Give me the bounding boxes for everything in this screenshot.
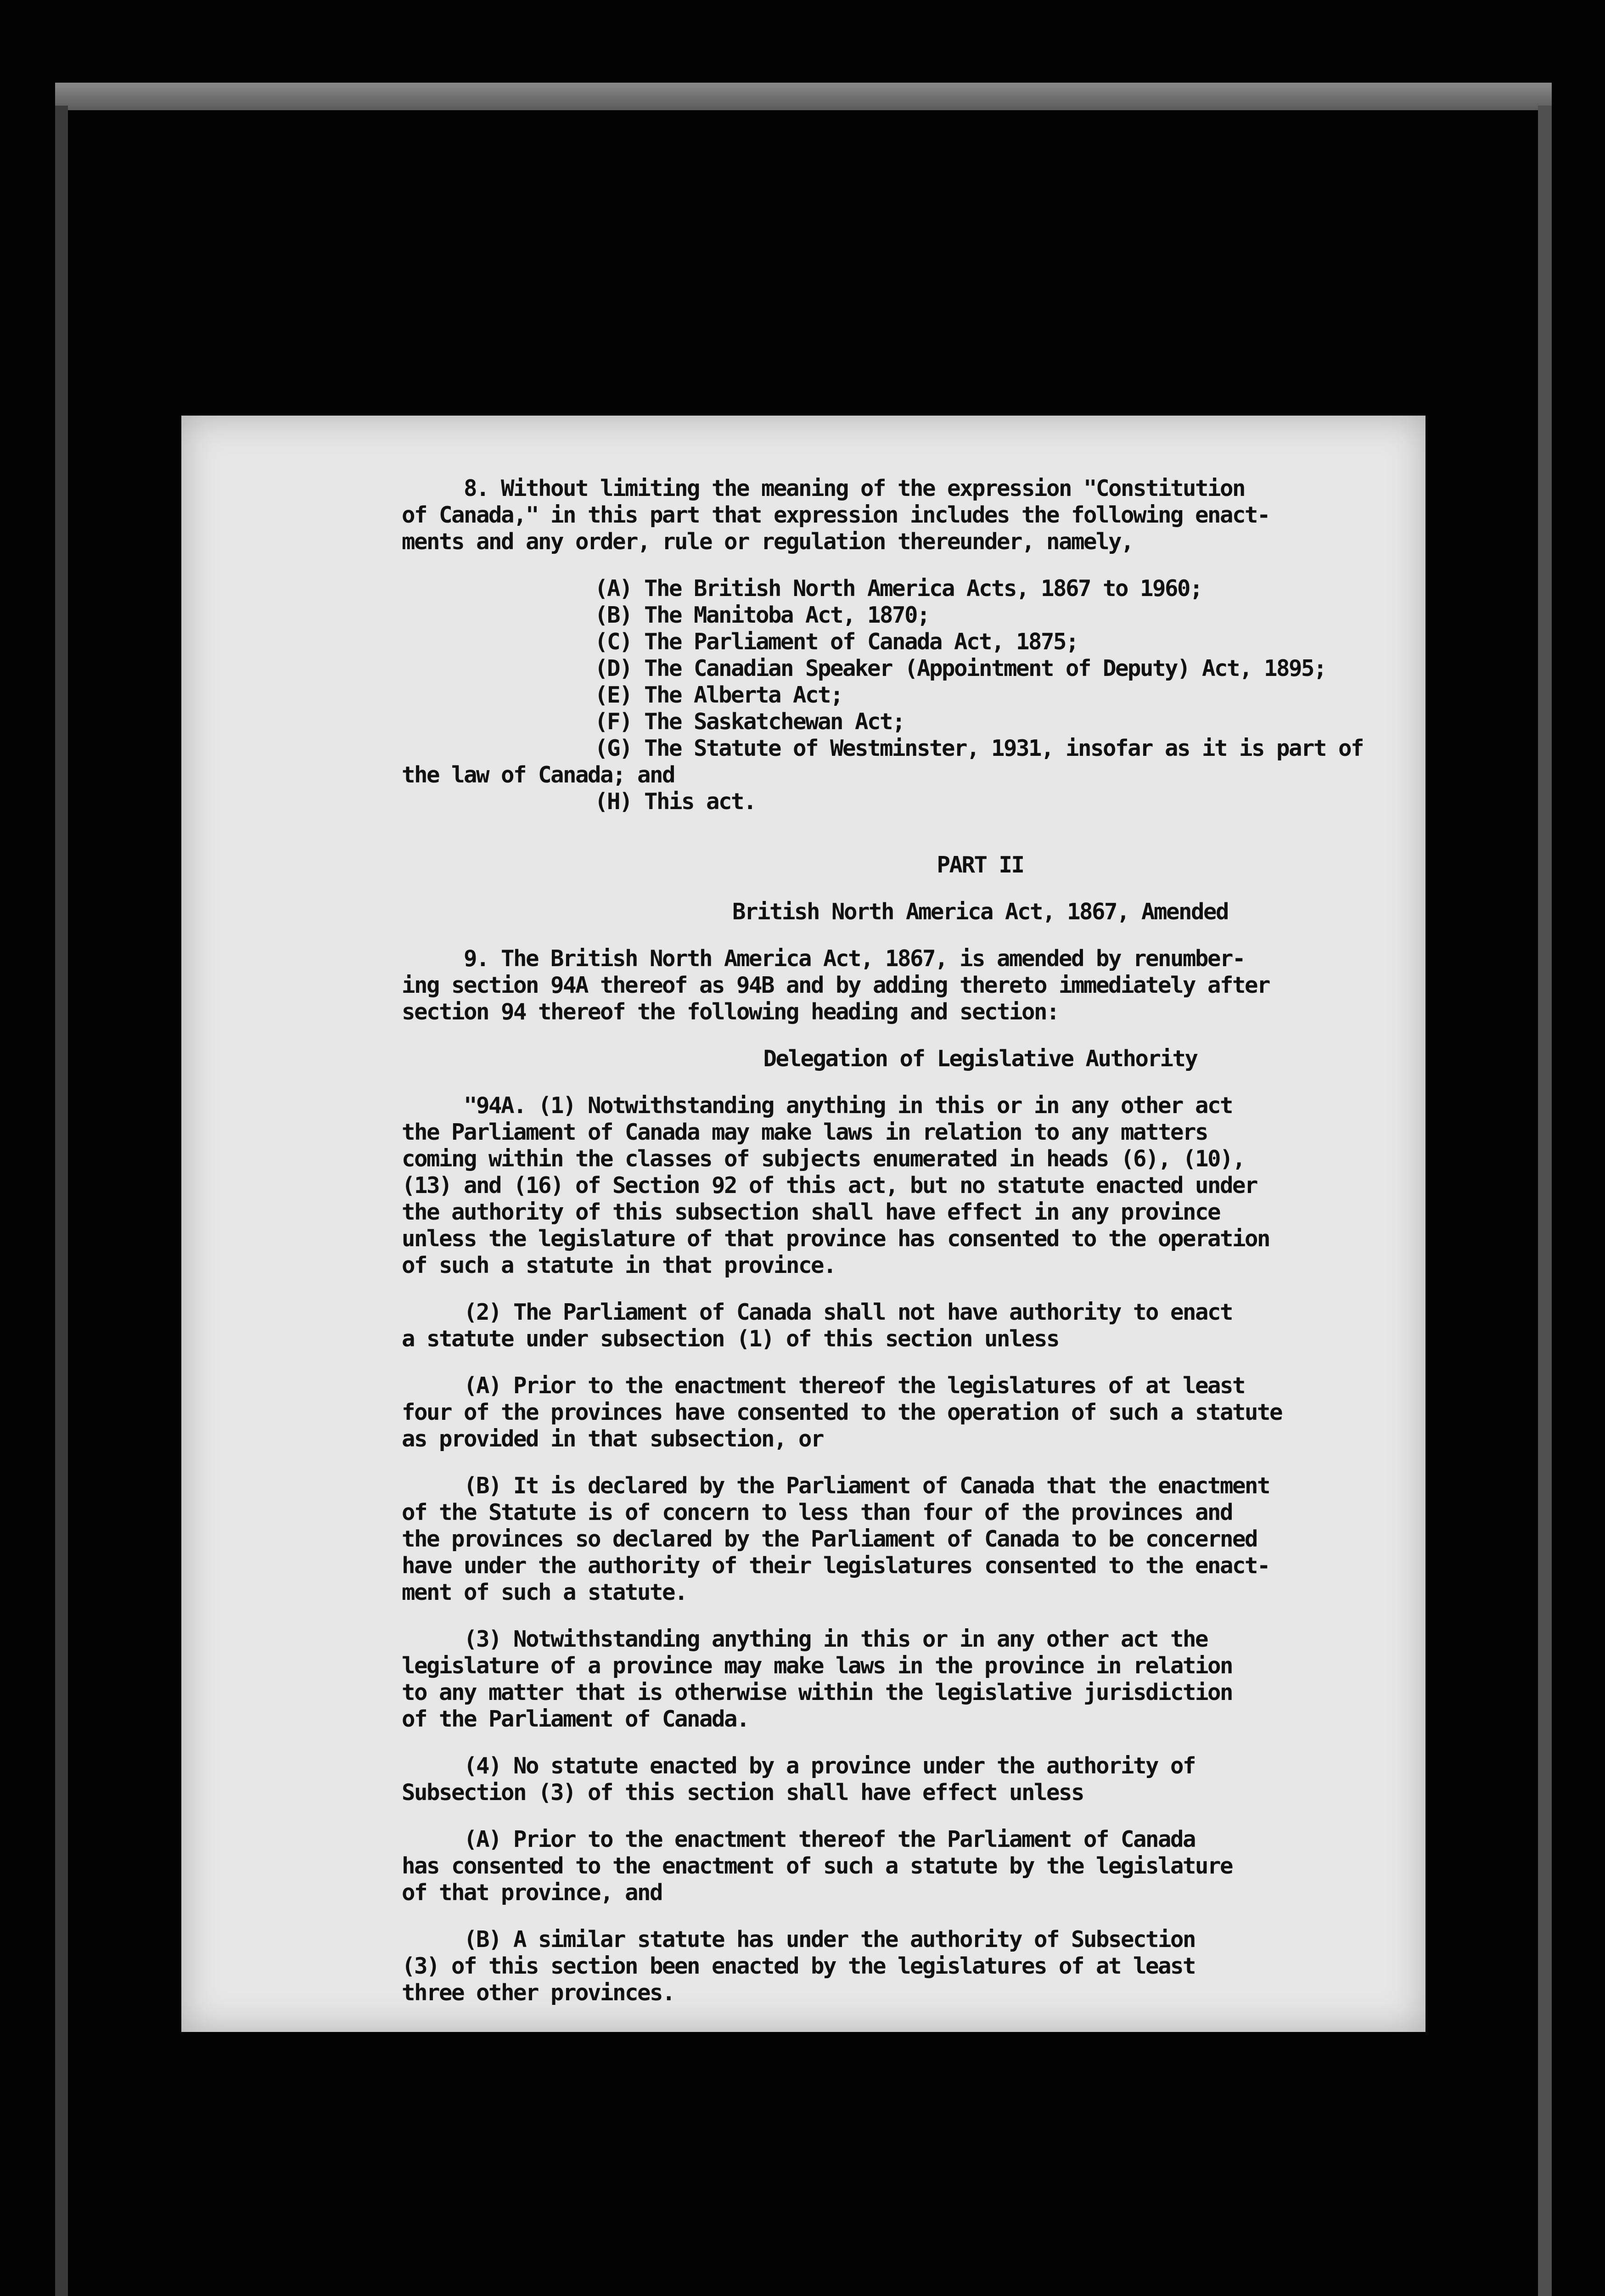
text-line: ments and any order, rule or regulation thereunder, namely,: [402, 529, 1134, 555]
section-9: [402, 945, 1559, 1025]
list-item-continuation: the law of Canada; and: [402, 762, 675, 788]
list-item: (B) The Manitoba Act, 1870;: [595, 602, 930, 628]
list-item: (G) The Statute of Westminster, 1931, insofar as it is part of: [595, 735, 1364, 761]
text-line: (3) Notwithstanding anything in this or in any other act the: [402, 1626, 1208, 1652]
text-line: (A) Prior to the enactment thereof the Parliament of Canada: [402, 1826, 1195, 1852]
section-94a-3: [402, 1626, 1559, 1733]
text-line: unless the legislature of that province has consented to the operation: [402, 1226, 1270, 1252]
text-line: (A) Prior to the enactment thereof the legislatures of at least: [402, 1373, 1245, 1399]
text-line: (4) No statute enacted by a province under the authority of: [402, 1753, 1195, 1779]
text-line: (2) The Parliament of Canada shall not have authority to enact: [402, 1299, 1233, 1325]
text-line: as provided in that subsection, or: [402, 1426, 824, 1452]
section-94a-4a: [402, 1826, 1559, 1906]
text-line: the provinces so declared by the Parliament of Canada to be concerned: [402, 1526, 1257, 1552]
film-edge-top: [55, 83, 1552, 110]
text-line: (B) A similar statute has under the authority of Subsection: [402, 1926, 1195, 1953]
text-line: to any matter that is otherwise within the legislative jurisdiction: [402, 1679, 1233, 1705]
list-item: (C) The Parliament of Canada Act, 1875;: [595, 629, 1078, 655]
section-94a-1: [402, 1092, 1559, 1279]
film-edge-left: [55, 106, 68, 2296]
section-94a-2b: [402, 1473, 1559, 1606]
part-subheading: British North America Act, 1867, Amended: [732, 899, 1229, 925]
list-item: (A) The British North America Acts, 1867 to 1960;: [595, 575, 1202, 602]
text-line: ing section 94A thereof as 94B and by adding thereto immediately after: [402, 972, 1270, 998]
text-line: ment of such a statute.: [402, 1579, 687, 1605]
text-line: four of the provinces have consented to the operation of such a statute: [402, 1399, 1282, 1425]
delegation-heading: Delegation of Legislative Authority: [763, 1046, 1197, 1072]
text-line: of Canada," in this part that expression includes the following enact-: [402, 502, 1270, 528]
text-line: "94A. (1) Notwithstanding anything in this or in any other act: [402, 1092, 1233, 1119]
text-line: of the Statute is of concern to less than four of the provinces and: [402, 1499, 1233, 1525]
constitution-list: [402, 575, 1559, 815]
text-line: the authority of this subsection shall have effect in any province: [402, 1199, 1220, 1225]
document-text: [402, 434, 1559, 2006]
text-line: three other provinces.: [402, 1980, 675, 2006]
section-94a-4b: [402, 1926, 1559, 2006]
section-94a-2: [402, 1299, 1559, 1352]
text-line: of the Parliament of Canada.: [402, 1706, 749, 1732]
text-line: of such a statute in that province.: [402, 1252, 836, 1278]
list-item: (F) The Saskatchewan Act;: [595, 709, 905, 735]
text-line: coming within the classes of subjects enumerated in heads (6), (10),: [402, 1146, 1245, 1172]
text-line: legislature of a province may make laws in the province in relation: [402, 1653, 1233, 1679]
text-line: (3) of this section been enacted by the legislatures of at least: [402, 1953, 1195, 1979]
typewritten-page: [181, 416, 1425, 2032]
text-line: of that province, and: [402, 1880, 662, 1906]
text-line: 9. The British North America Act, 1867, is amended by renumber-: [402, 945, 1245, 972]
text-line: 8. Without limiting the meaning of the expression "Constitution: [402, 475, 1245, 501]
list-item: (H) This act.: [595, 788, 756, 815]
list-item: (E) The Alberta Act;: [595, 682, 843, 708]
section-94a-4: [402, 1753, 1559, 1806]
text-line: Subsection (3) of this section shall have effect unless: [402, 1779, 1084, 1806]
text-line: have under the authority of their legislatures consented to the enact-: [402, 1553, 1270, 1579]
section-8: [402, 475, 1559, 555]
text-line: has consented to the enactment of such a statute by the legislature: [402, 1853, 1233, 1879]
text-line: the Parliament of Canada may make laws in relation to any matters: [402, 1119, 1208, 1145]
part-heading: PART II: [937, 852, 1024, 878]
text-line: (13) and (16) of Section 92 of this act, but no statute enacted under: [402, 1172, 1257, 1199]
text-line: a statute under subsection (1) of this section unless: [402, 1326, 1059, 1352]
list-item: (D) The Canadian Speaker (Appointment of Deputy) Act, 1895;: [595, 655, 1326, 681]
text-line: (B) It is declared by the Parliament of Canada that the enactment: [402, 1473, 1270, 1499]
section-94a-2a: [402, 1373, 1559, 1452]
text-line: section 94 thereof the following heading and section:: [402, 999, 1059, 1025]
